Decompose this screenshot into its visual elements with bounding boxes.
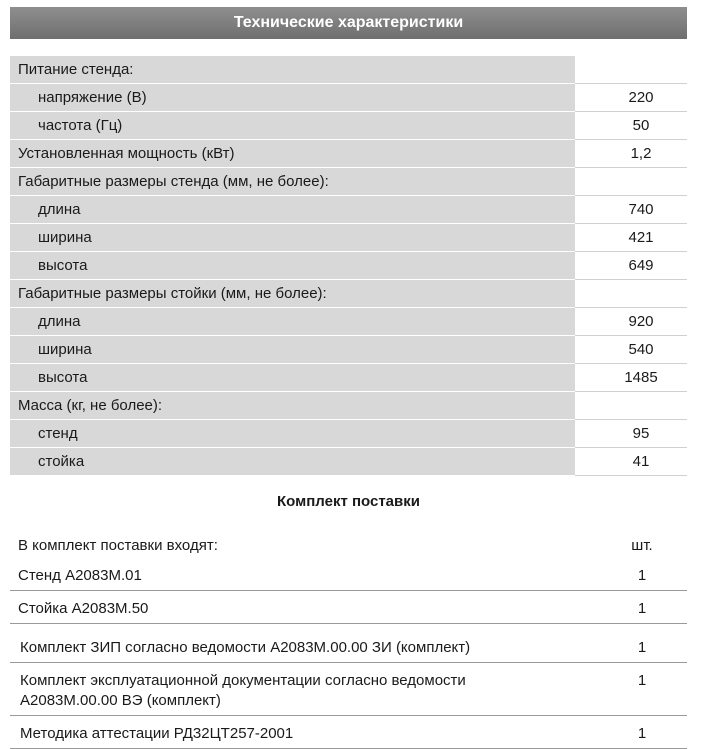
kit-rows [10, 560, 687, 749]
spec-value: 740 [575, 196, 687, 224]
spec-label: ширина [10, 224, 575, 252]
spec-row [10, 308, 687, 336]
spec-value: 220 [575, 84, 687, 112]
kit-section-title: Комплект поставки [277, 493, 420, 510]
spec-value [575, 56, 687, 84]
spec-label: Габаритные размеры стенда (мм, не более): [10, 168, 575, 196]
spec-row [10, 168, 687, 196]
spec-row [10, 252, 687, 280]
spec-label: частота (Гц) [10, 112, 575, 140]
kit-item-name: Стойка А2083М.50 [18, 600, 149, 617]
kit-header-row [10, 532, 687, 560]
spec-value: 95 [575, 420, 687, 448]
spec-header-title: Технические характеристики [233, 14, 464, 31]
kit-item-name: Методика аттестации РД32ЦТ257-2001 [20, 725, 294, 742]
spec-value: 649 [575, 252, 687, 280]
spec-value: 421 [575, 224, 687, 252]
kit-item-qty: 1 [637, 725, 647, 742]
spec-row [10, 420, 687, 448]
spec-row [10, 140, 687, 168]
spec-label: Масса (кг, не более): [10, 392, 575, 420]
spec-table [10, 56, 687, 476]
spec-value: 920 [575, 308, 687, 336]
spec-row [10, 84, 687, 112]
spec-label: высота [10, 364, 575, 392]
kit-header-label: В комплект поставки входят: [18, 537, 218, 554]
spec-label: стенд [10, 420, 575, 448]
kit-item-row [10, 663, 687, 716]
spec-label: длина [10, 308, 575, 336]
kit-item-qty: 1 [637, 672, 647, 689]
spec-value [575, 280, 687, 308]
kit-header-unit: шт. [631, 537, 653, 554]
spec-value: 540 [575, 336, 687, 364]
spec-label: напряжение (В) [10, 84, 575, 112]
spec-row [10, 280, 687, 308]
spec-value: 41 [575, 448, 687, 476]
kit-item-qty: 1 [637, 600, 647, 617]
spec-header-banner [10, 7, 687, 39]
kit-item-row [10, 716, 687, 749]
spec-value: 1485 [575, 364, 687, 392]
spec-label: высота [10, 252, 575, 280]
spec-row [10, 196, 687, 224]
spec-label: Питание стенда: [10, 56, 575, 84]
spec-row [10, 448, 687, 476]
kit-item-row [10, 591, 687, 624]
spec-label: стойка [10, 448, 575, 476]
spec-value: 1,2 [575, 140, 687, 168]
kit-table [10, 532, 687, 749]
kit-item-name: Стенд А2083М.01 [18, 567, 142, 584]
spec-value: 50 [575, 112, 687, 140]
spec-label: Установленная мощность (кВт) [10, 140, 575, 168]
spec-row [10, 392, 687, 420]
kit-item-row [10, 560, 687, 591]
spec-row [10, 364, 687, 392]
spec-label: длина [10, 196, 575, 224]
kit-item-name: Комплект эксплуатационной документации согласно ведомости А2083М.00.00 ВЭ (комплект) [20, 672, 466, 709]
spec-row [10, 224, 687, 252]
spec-row [10, 56, 687, 84]
kit-item-qty: 1 [637, 639, 647, 656]
spec-label: Габаритные размеры стойки (мм, не более): [10, 280, 575, 308]
spec-value [575, 168, 687, 196]
spec-row [10, 336, 687, 364]
spec-value [575, 392, 687, 420]
spec-row [10, 112, 687, 140]
kit-item-row [10, 624, 687, 663]
kit-item-name: Комплект ЗИП согласно ведомости А2083М.00.00 ЗИ (комплект) [20, 639, 471, 656]
kit-item-qty: 1 [637, 567, 647, 584]
spec-label: ширина [10, 336, 575, 364]
